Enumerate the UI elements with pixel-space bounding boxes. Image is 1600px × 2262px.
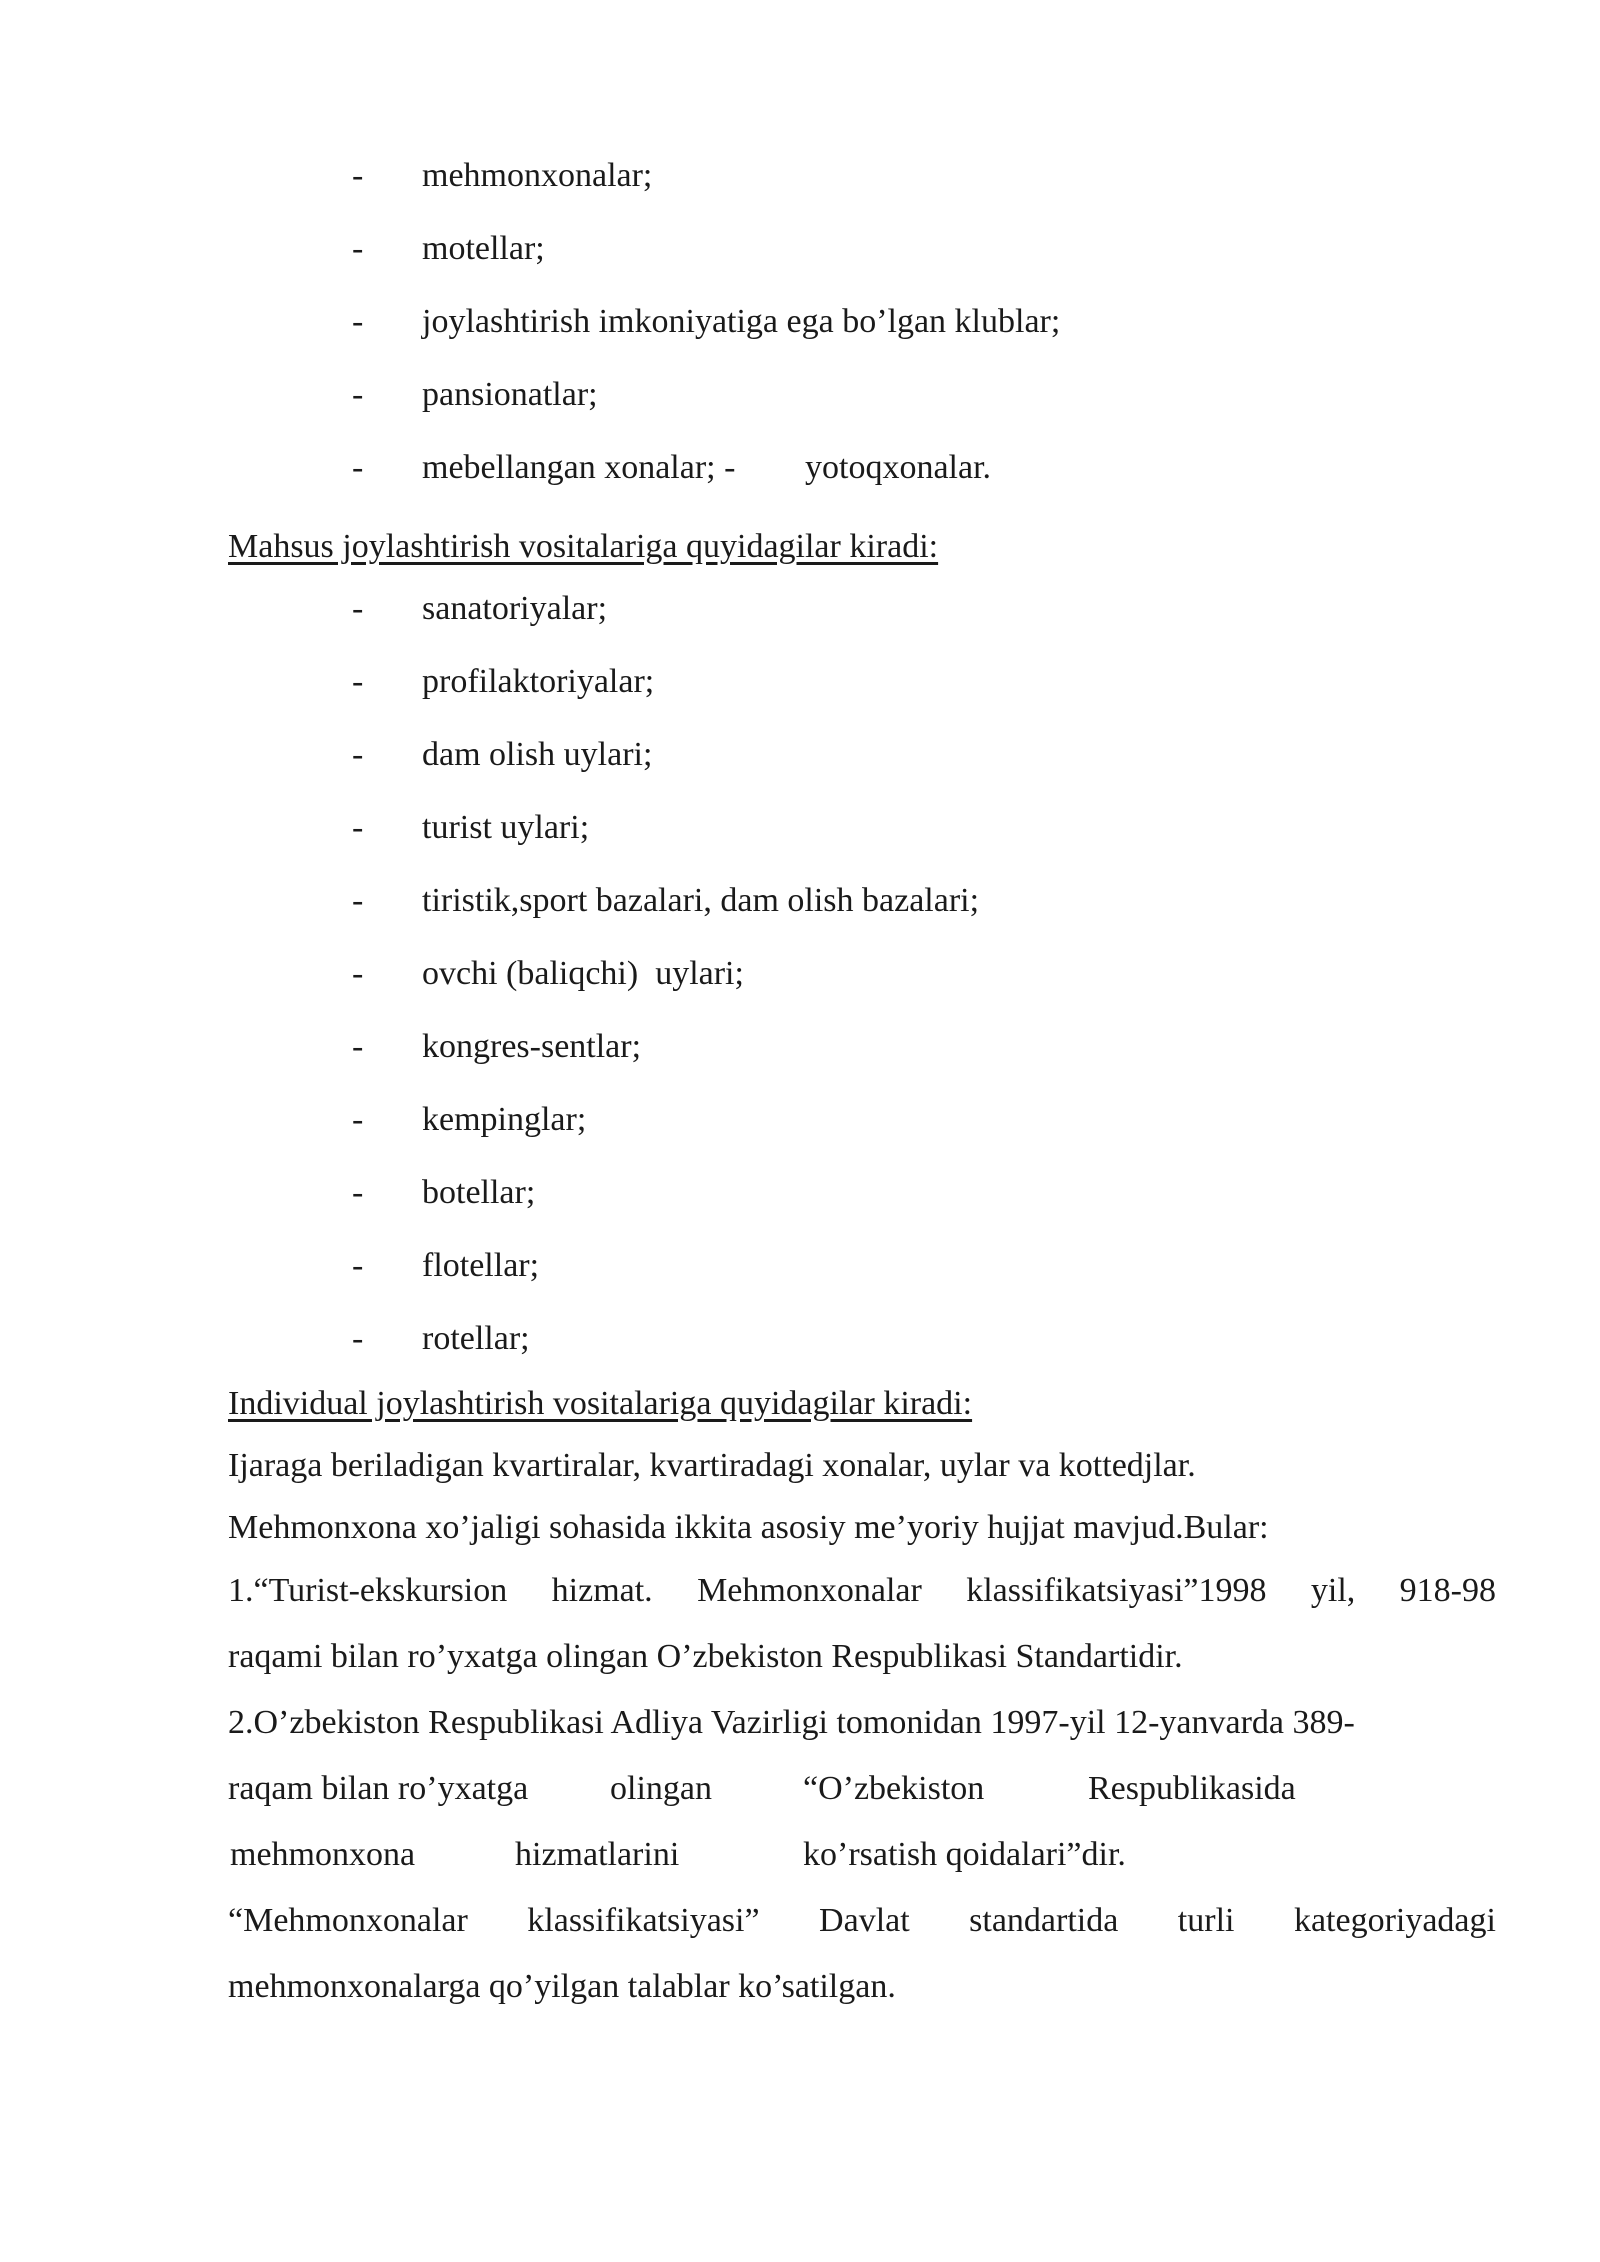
list-item-text: kongres-sentlar; — [422, 1028, 642, 1065]
text-segment: raqam bilan ro’yxatga — [228, 1770, 529, 1807]
text-segment: mehmonxona — [230, 1836, 416, 1873]
document-two-line-3 — [228, 1835, 1496, 1875]
list-item-text: dam olish uylari; — [422, 736, 653, 773]
rent-paragraph: Ijaraga beriladigan kvartiralar, kvartiradagi xonalar, uylar va kottedjlar. — [228, 1447, 1196, 1484]
list-dash: - — [352, 1320, 364, 1357]
word: turli — [1177, 1902, 1235, 1939]
word: kategoriyadagi — [1293, 1902, 1496, 1939]
document-one-line-2: raqami bilan ro’yxatga olingan O’zbekiston Respublikasi Standartidir. — [228, 1638, 1183, 1675]
text-segment: “O’zbekiston — [803, 1770, 985, 1807]
list-dash: - — [352, 1174, 364, 1211]
list-item-text: ovchi (baliqchi) uylari; — [422, 955, 744, 992]
final-paragraph-line-1 — [228, 1901, 1496, 1941]
word: Davlat — [819, 1902, 910, 1939]
word: klassifikatsiyasi” — [527, 1902, 760, 1939]
list-dash: - — [352, 449, 364, 486]
list-item-text: sanatoriyalar; — [422, 590, 608, 627]
list-dash: - — [352, 230, 364, 267]
word: “Mehmonxonalar — [228, 1902, 468, 1939]
document-one-line-1 — [228, 1571, 1496, 1611]
text-segment: Respublikasida — [1088, 1770, 1296, 1807]
word: 1.“Turist-ekskursion — [228, 1572, 508, 1609]
final-paragraph-line-2: mehmonxonalarga qo’yilgan talablar ko’satilgan. — [228, 1968, 896, 2005]
list-item-text: botellar; — [422, 1174, 536, 1211]
word: standartida — [969, 1902, 1119, 1939]
word: 918-98 — [1399, 1572, 1496, 1609]
list-item-text: mebellangan xonalar; - — [422, 449, 736, 486]
list-item-text: joylashtirish imkoniyatiga ega bo’lgan klublar; — [422, 303, 1061, 340]
list-item-text: profilaktoriyalar; — [422, 663, 655, 700]
list-item-text: mehmonxonalar; — [422, 157, 653, 194]
list-item-text: tiristik,sport bazalari, dam olish bazalari; — [422, 882, 980, 919]
list-dash: - — [352, 955, 364, 992]
list-dash: - — [352, 809, 364, 846]
document-two-line-1: 2.O’zbekiston Respublikasi Adliya Vazirligi tomonidan 1997-yil 12-yanvarda 389- — [228, 1704, 1355, 1741]
list-item-text: motellar; — [422, 230, 545, 267]
list-dash: - — [352, 736, 364, 773]
list-item-text: kempinglar; — [422, 1101, 587, 1138]
list-dash: - — [352, 303, 364, 340]
list-dash: - — [352, 376, 364, 413]
word: Mehmonxonalar — [697, 1572, 922, 1609]
list-item-extra-text: yotoqxonalar. — [805, 449, 992, 486]
list-item-text: turist uylari; — [422, 809, 590, 846]
individual-accommodation-heading: Individual joylashtirish vositalariga quyidagilar kiradi: — [228, 1385, 973, 1422]
document-two-line-2 — [228, 1769, 1496, 1809]
word: hizmat. — [551, 1572, 653, 1609]
list-dash: - — [352, 1101, 364, 1138]
list-item-text: pansionatlar; — [422, 376, 598, 413]
list-item-text: flotellar; — [422, 1247, 540, 1284]
text-segment: ko’rsatish qoidalari”dir. — [803, 1836, 1126, 1873]
documents-paragraph: Mehmonxona xo’jaligi sohasida ikkita asosiy me’yoriy hujjat mavjud.Bular: — [228, 1509, 1269, 1546]
list-dash: - — [352, 1028, 364, 1065]
list-dash: - — [352, 663, 364, 700]
list-item-text: rotellar; — [422, 1320, 530, 1357]
word: yil, — [1310, 1572, 1356, 1609]
text-segment: olingan — [610, 1770, 712, 1807]
text-segment: hizmatlarini — [515, 1836, 680, 1873]
list-dash: - — [352, 882, 364, 919]
list-dash: - — [352, 157, 364, 194]
list-dash: - — [352, 590, 364, 627]
word: klassifikatsiyasi”1998 — [966, 1572, 1267, 1609]
special-accommodation-heading: Mahsus joylashtirish vositalariga quyidagilar kiradi: — [228, 528, 939, 565]
list-dash: - — [352, 1247, 364, 1284]
